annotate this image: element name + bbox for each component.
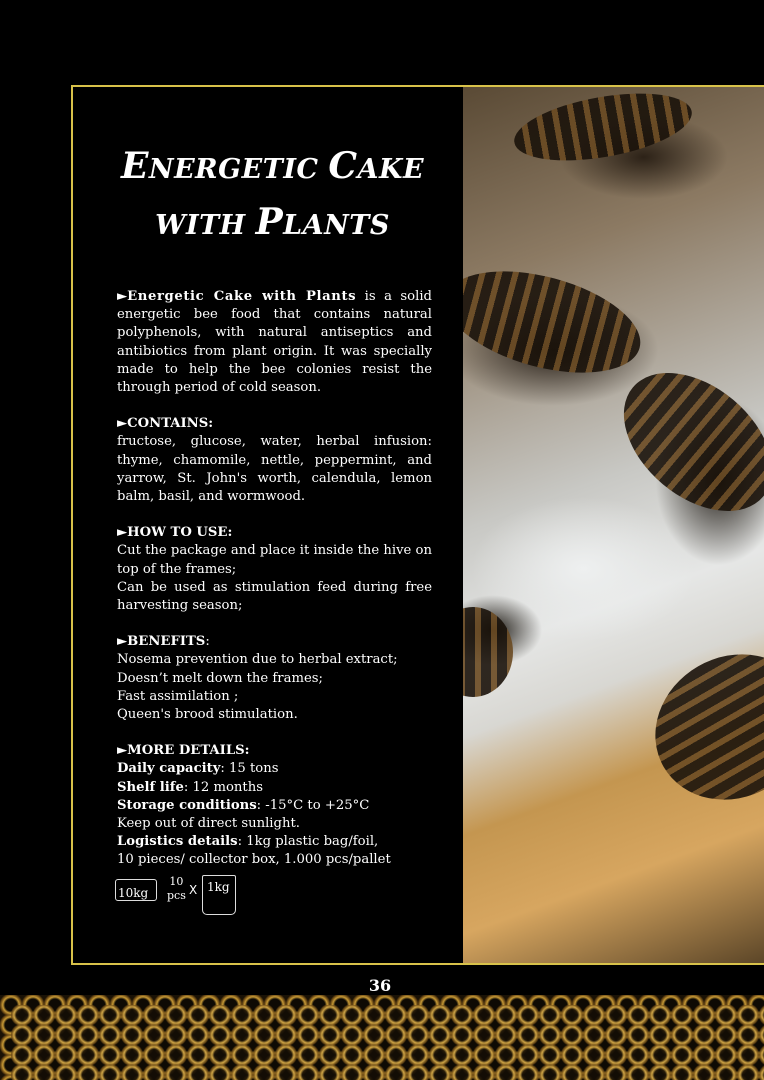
piece-count: 10 pcs xyxy=(167,875,186,902)
benefit-item: Queen's brood stimulation. xyxy=(117,707,298,723)
arrow-icon: ► xyxy=(117,289,128,304)
times-symbol: X xyxy=(189,883,198,897)
more-details-heading: ►MORE DETAILS: xyxy=(117,743,250,759)
shelf-life: Shelf life: 12 months xyxy=(117,779,263,795)
title-line-1: ENERGETIC CAKE xyxy=(120,145,425,187)
keep-out-note: Keep out of direct sunlight. xyxy=(117,816,300,832)
logistics-details: Logistics details: 1kg plastic bag/foil, xyxy=(117,834,379,850)
daily-capacity: Daily capacity: 15 tons xyxy=(117,761,279,777)
intro-paragraph: ►Energetic Cake with Plants is a solid energetic bee food that contains natural polyphenols, with natural antiseptics and antibiotics from plant origin. It was specially made to help the bee colonies resist the through period of cold season. xyxy=(117,289,432,396)
arrow-icon: ► xyxy=(117,743,128,759)
arrow-icon: ► xyxy=(117,416,128,432)
product-description xyxy=(117,288,432,870)
logistics-details-line-2: 10 pieces/ collector box, 1.000 pcs/pallet xyxy=(117,852,391,868)
arrow-icon: ► xyxy=(117,525,128,541)
box-icon: 10kg xyxy=(115,879,157,901)
how-to-use-line: Can be used as stimulation feed during free harvesting season; xyxy=(117,579,432,614)
benefits-heading: ►BENEFITS: xyxy=(117,634,210,650)
page-number: 36 xyxy=(368,976,392,995)
benefit-item: Doesn’t melt down the frames; xyxy=(117,670,323,686)
benefit-item: Fast assimilation ; xyxy=(117,688,239,704)
contains-heading: ►CONTAINS: xyxy=(117,416,214,432)
storage-conditions: Storage conditions: -15°C to +25°C xyxy=(117,797,370,813)
honeycomb-border-overlay xyxy=(11,1005,764,1080)
page-title xyxy=(80,140,465,252)
how-to-use-line: Cut the package and place it inside the hive on top of the frames; xyxy=(117,543,432,577)
benefit-item: Nosema prevention due to herbal extract; xyxy=(117,652,398,668)
how-to-use-heading: ►HOW TO USE: xyxy=(117,525,233,541)
title-line-2: WITH PLANTS xyxy=(155,201,390,243)
contains-text: fructose, glucose, water, herbal infusion: thyme, chamomile, nettle, peppermint, and yarrow, St. John's worth, calendula, lemon balm, basil, and wormwood. xyxy=(117,434,432,505)
bees-photo xyxy=(463,87,764,963)
bag-icon: 1kg xyxy=(202,875,236,915)
arrow-icon: ► xyxy=(117,634,128,650)
packaging-diagram xyxy=(115,873,255,913)
